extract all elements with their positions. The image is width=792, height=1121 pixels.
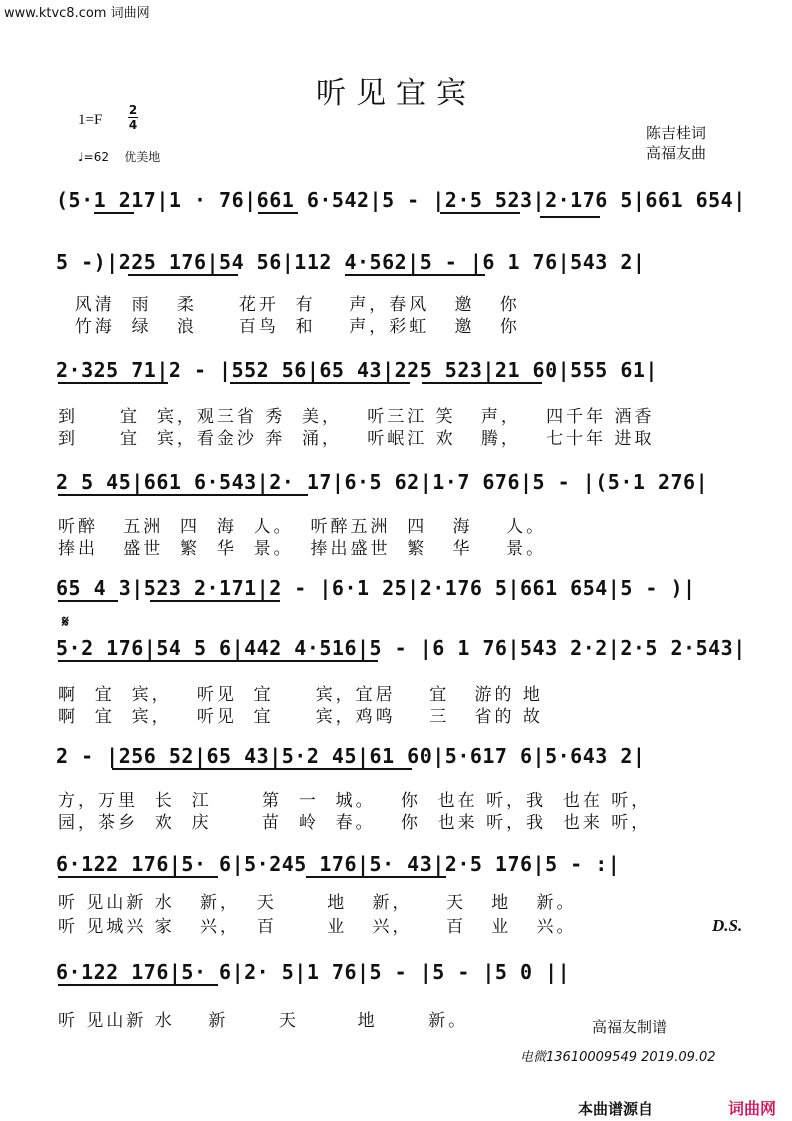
beam-line — [440, 212, 520, 214]
beam-line — [258, 212, 298, 214]
beam-line — [128, 274, 238, 276]
lyric-line-3a: 到 宜 宾，观三省 秀 美， 听三江 笑 声， 四千年 酒香 — [58, 407, 655, 427]
lyricist-credit: 陈吉桂词 — [646, 124, 707, 142]
beam-line — [58, 382, 168, 384]
lyric-line-3b: 到 宜 宾，看金沙 奔 涌， 听岷江 欢 腾， 七十年 进取 — [58, 429, 655, 449]
beam-line — [58, 660, 378, 662]
beam-line — [58, 494, 308, 496]
beam-line — [150, 600, 280, 602]
source-label: 本曲谱源自 — [578, 1100, 654, 1118]
lyric-line-9a: 听 见山新 水 新 天 地 新。 — [58, 1011, 469, 1031]
score-row-5: 65 4 3|523 2·171|2 - |6·1 25|2·176 5|661 654|5 - )| — [56, 576, 696, 600]
beam-line — [112, 768, 412, 770]
time-bottom: 4 — [128, 118, 138, 132]
score-row-2: 5 -)|225 176|54 56|112 4·562|5 - |6 1 76|543 2| — [56, 250, 646, 274]
score-row-3: 2·325 71|2 - |552 56|65 43|225 523|21 60|555 61| — [56, 358, 658, 382]
beam-line — [230, 382, 410, 384]
composer-credit: 高福友曲 — [646, 144, 707, 162]
contact-date: 电微13610009549 2019.09.02 — [520, 1050, 716, 1065]
beam-line — [58, 984, 218, 986]
lyric-line-7b: 园，茶乡 欢 庆 苗 岭 春。 你 也来 听，我 也来 听， — [58, 813, 652, 833]
lyric-line-6b: 啊 宜 宾， 听见 宜 宾，鸡鸣 三 省的 故 — [58, 707, 543, 727]
lyric-line-4a: 听醉 五洲 四 海 人。 听醉五洲 四 海 人。 — [58, 517, 547, 537]
score-row-9: 6·122 176|5· 6|2· 5|1 76|5 - |5 - |5 0 || — [56, 960, 571, 984]
score-row-1: (5·1 217|1 · 76|661 6·542|5 - |2·5 523|2·176 5|661 654| — [56, 188, 746, 212]
beam-line — [58, 600, 118, 602]
beam-line — [58, 876, 218, 878]
song-title: 听见宜宾 — [316, 76, 476, 111]
segno-sign: 𝄋 — [62, 612, 69, 631]
key-signature: 1=F — [78, 112, 103, 128]
beam-line — [540, 216, 600, 218]
time-signature — [128, 104, 138, 131]
lyric-line-7a: 方，万里 长 江 第 一 城。 你 也在 听，我 也在 听， — [58, 791, 652, 811]
score-row-8: 6·122 176|5· 6|5·245 176|5· 43|2·5 176|5 - :| — [56, 852, 621, 876]
lyric-line-4b: 捧出 盛世 繁 华 景。 捧出盛世 繁 华 景。 — [58, 539, 547, 559]
tempo-marking: ♩=62 优美地 — [78, 150, 161, 164]
da-segno-mark: D.S. — [712, 916, 743, 935]
time-top: 2 — [128, 103, 138, 117]
lyric-line-8a: 听 见山新 水 新， 天 地 新， 天 地 新。 — [58, 893, 577, 913]
site-logo: 词曲网 — [728, 1099, 777, 1118]
lyric-line-2a: 风清 雨 柔 花开 有 声，春风 邀 你 — [58, 295, 520, 315]
score-row-6: 5·2 176|54 5 6|442 4·516|5 - |6 1 76|543 2·2|2·5 2·543| — [56, 636, 746, 660]
lyric-line-8b: 听 见城兴 家 兴， 百 业 兴， 百 业 兴。 — [58, 917, 577, 937]
beam-line — [345, 274, 485, 276]
score-row-7: 2 - |256 52|65 43|5·2 45|61 60|5·617 6|5·643 2| — [56, 744, 646, 768]
site-header: www.ktvc8.com 词曲网 — [4, 6, 150, 21]
lyric-line-6a: 啊 宜 宾， 听见 宜 宾，宜居 宜 游的 地 — [58, 685, 543, 705]
beam-line — [422, 382, 542, 384]
beam-line — [306, 876, 446, 878]
score-row-4: 2 5 45|661 6·543|2· 17|6·5 62|1·7 676|5 - |(5·1 276| — [56, 470, 709, 494]
beam-line — [94, 212, 134, 214]
score-maker: 高福友制谱 — [592, 1018, 668, 1036]
lyric-line-2b: 竹海 绿 浪 百鸟 和 声，彩虹 邀 你 — [58, 317, 520, 337]
